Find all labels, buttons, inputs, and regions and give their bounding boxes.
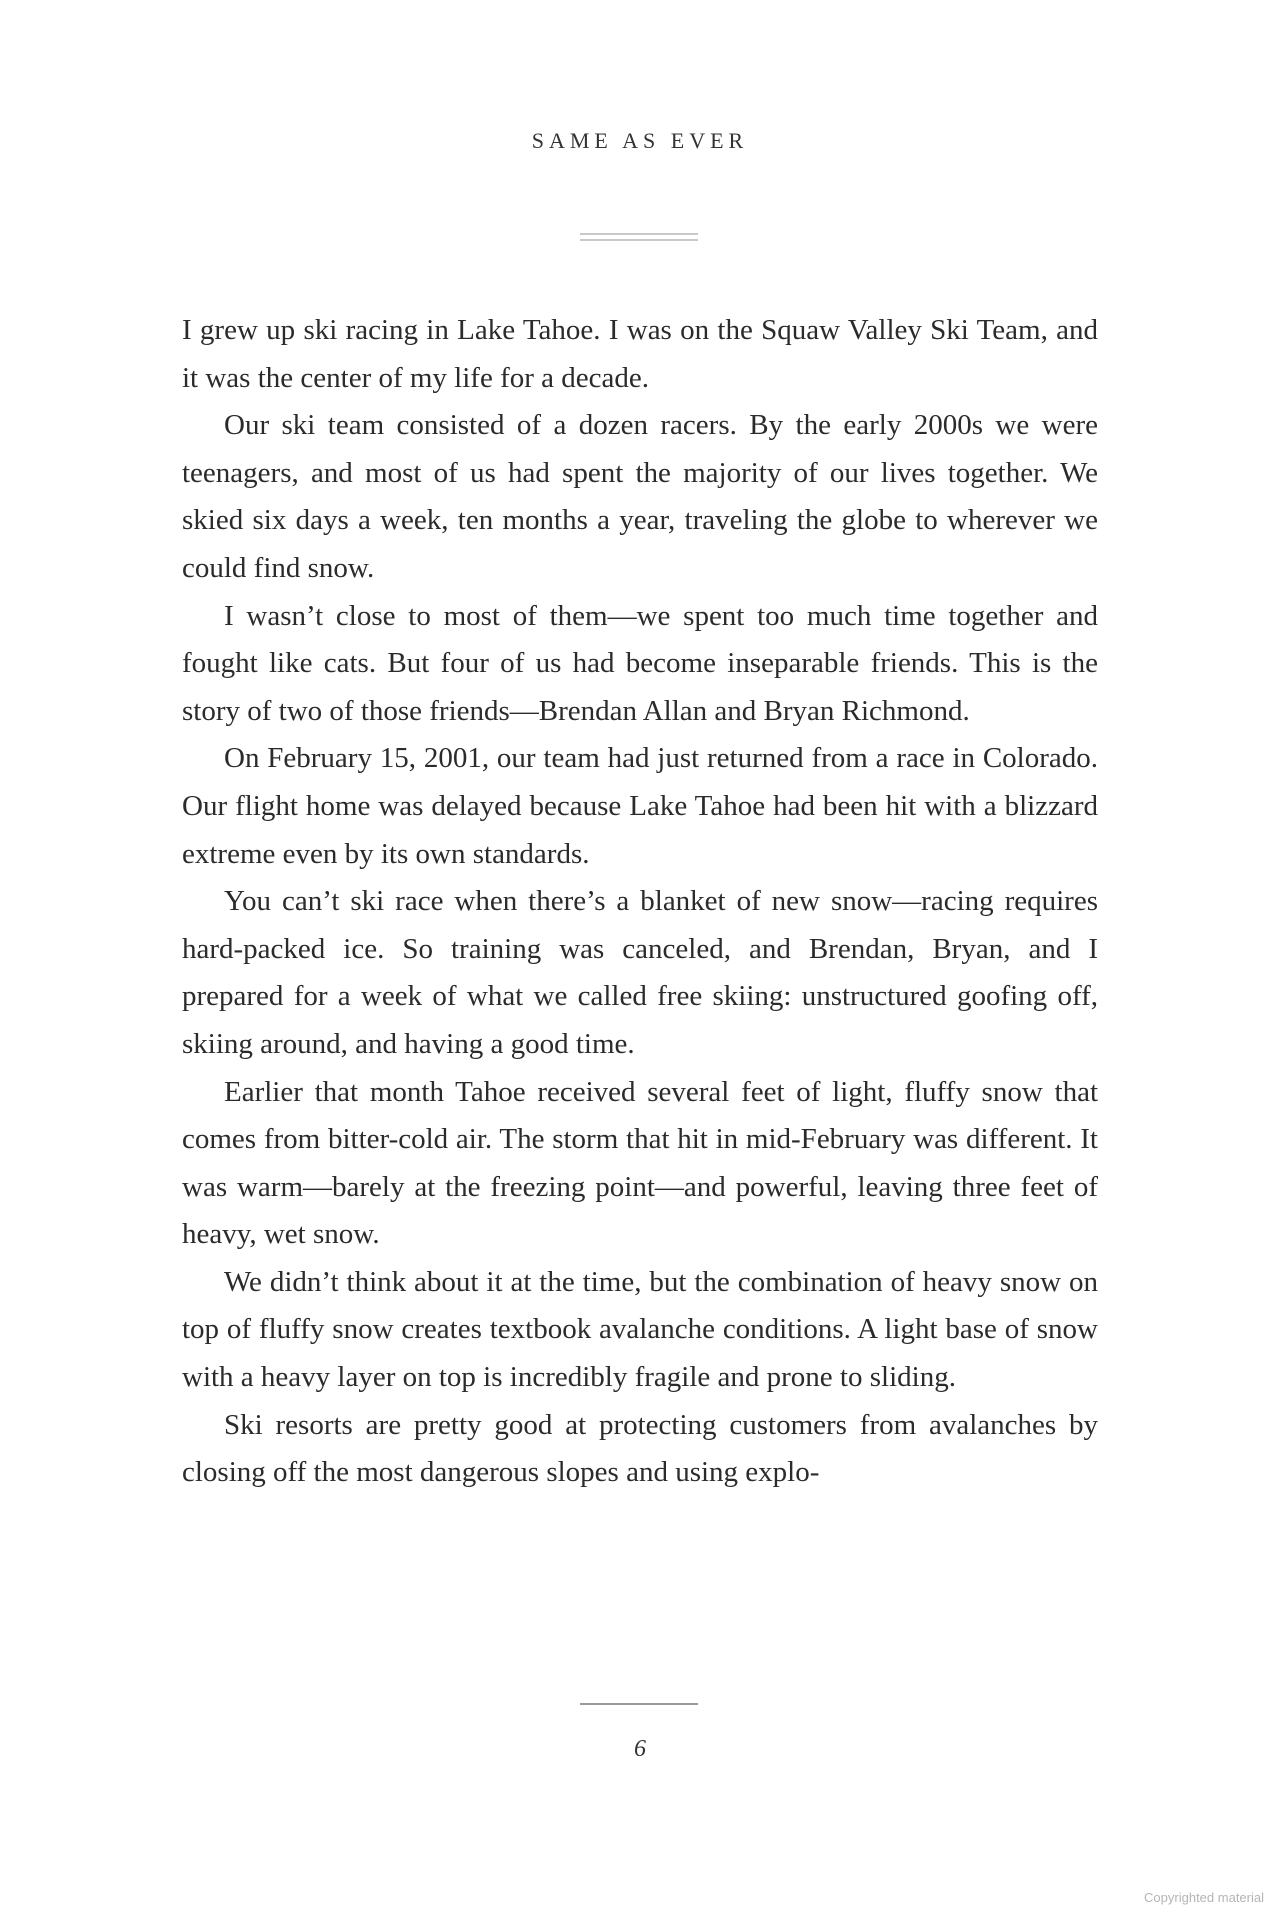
section-break-ornament [580,233,698,243]
footer-rule [580,1703,698,1705]
paragraph-6: Earlier that month Tahoe received several feet of light, fluffy snow that comes from bitter-cold air. The storm that hit in mid-February was different. It was warm—barely at the freezing point—and powerful, leaving three feet of heavy, wet snow. [182,1075,1098,1251]
paragraph-8: Ski resorts are pretty good at protecting customers from avalanches by closing off the most dangerous slopes and using explo- [182,1408,1098,1489]
section-break-line-bottom [580,239,698,241]
running-head: SAME AS EVER [531,128,749,153]
page-number: 6 [634,1736,646,1762]
paragraph-4: On February 15, 2001, our team had just returned from a race in Colorado. Our flight home was delayed because Lake Tahoe had been hit with a blizzard extreme even by its own standards. [182,742,1098,870]
paragraph-2: Our ski team consisted of a dozen racers. By the early 2000s we were teenagers, and most of us had spent the majority of our lives together. We skied six days a week, ten months a year, traveling the globe to wherever we could find snow. [182,409,1098,584]
body-text [182,307,1098,1497]
paragraph-3: I wasn’t close to most of them—we spent too much time together and fought like cats. But four of us had become inseparable friends. This is the story of two of those friends—Brendan Allan and Bryan Richmond. [182,599,1098,727]
paragraph-7: We didn’t think about it at the time, but the combination of heavy snow on top of fluffy snow creates textbook avalanche conditions. A light base of snow with a heavy layer on top is incredibly fragile and prone to sliding. [182,1265,1098,1394]
section-break-line-top [580,233,698,235]
copyright-watermark: Copyrighted material [1144,1890,1264,1905]
paragraph-5: You can’t ski race when there’s a blanket of new snow—racing requires hard-packed ice. So training was canceled, and Brendan, Bryan, and I prepared for a week of what we called free skiing: unstructured goofing off, skiing around, and having a good time. [182,885,1098,1060]
paragraph-1: I grew up ski racing in Lake Tahoe. I was on the Squaw Valley Ski Team, and it was the center of my life for a decade. [182,314,1098,394]
